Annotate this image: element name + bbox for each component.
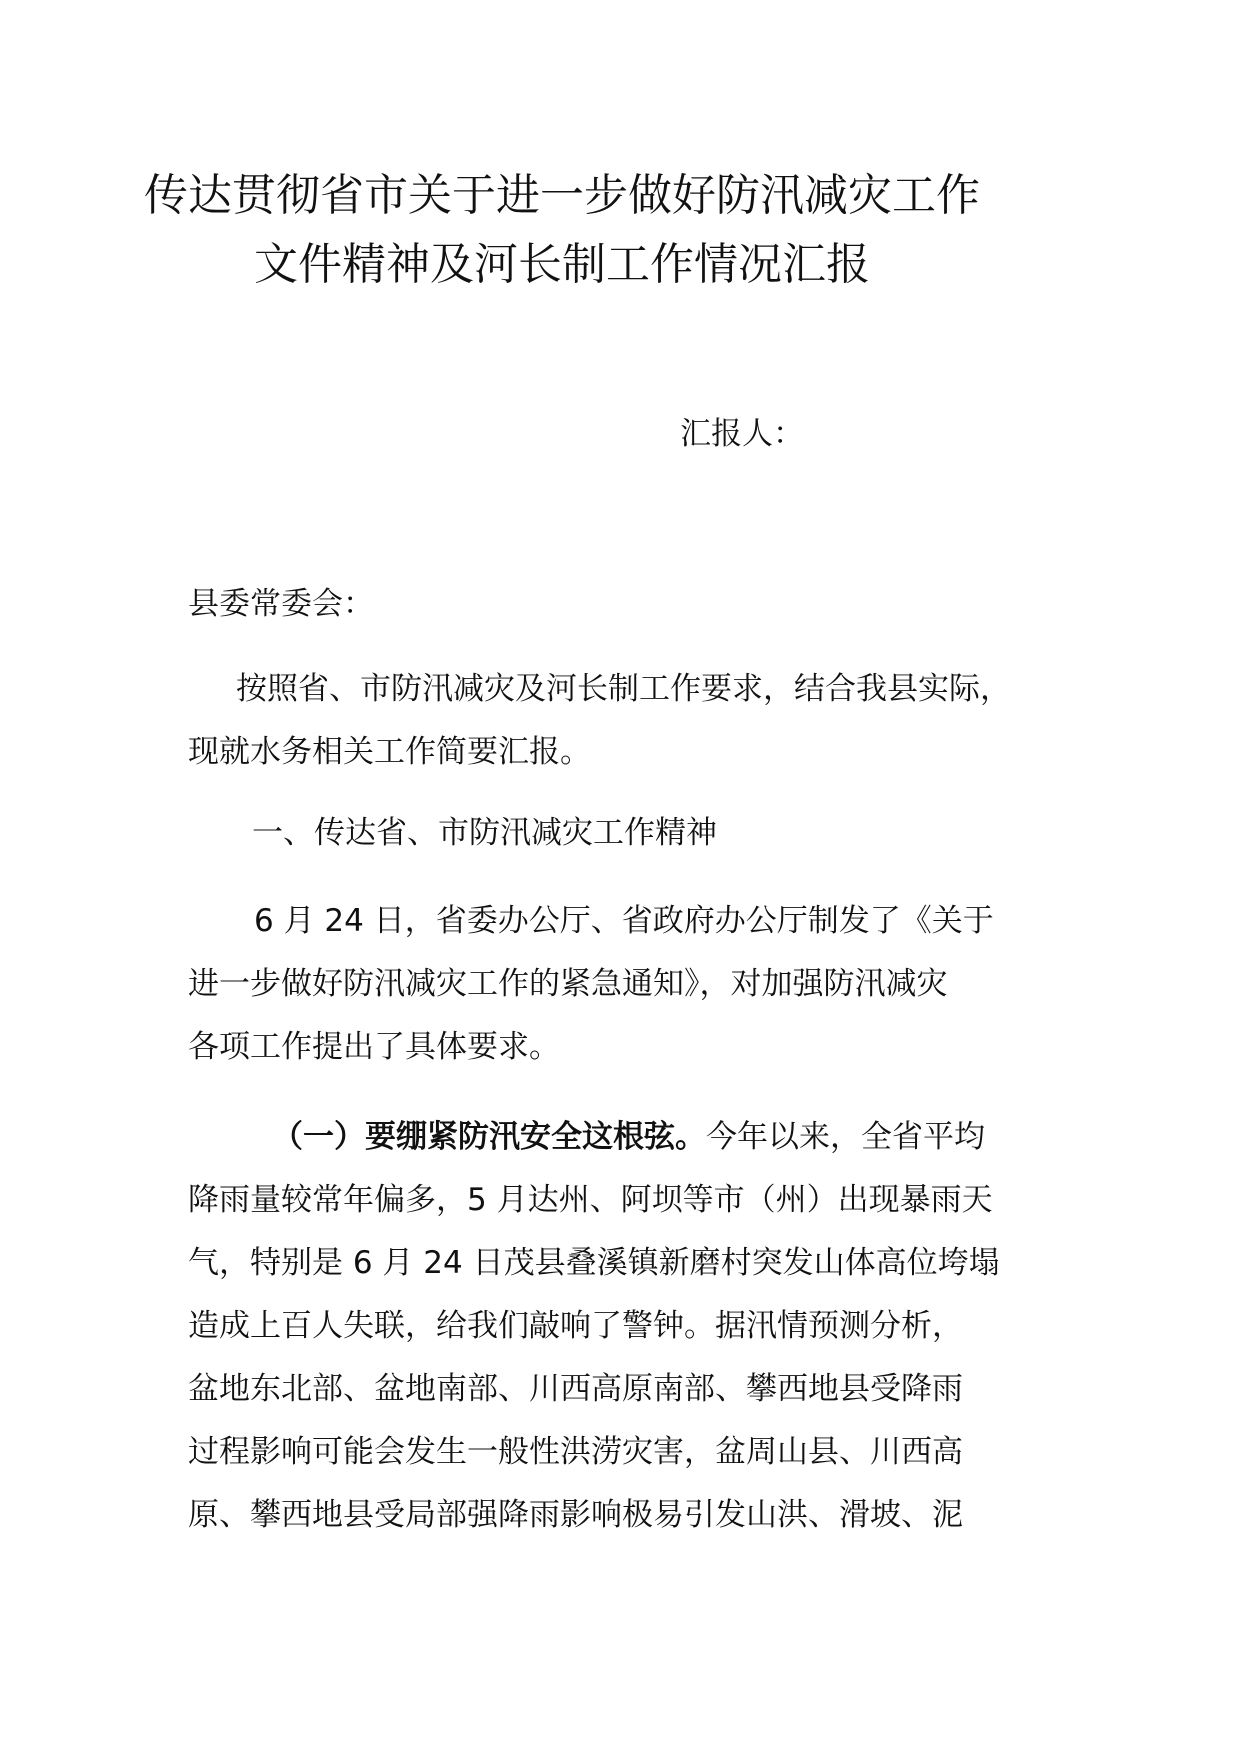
intro-line-1: 按照省、市防汛减灾及河长制工作要求，结合我县实际， (236, 671, 1011, 707)
item-1-line-3: 气，特别是 6 月 24 日茂县叠溪镇新磨村突发山体高位垮塌 (188, 1245, 1000, 1281)
section-1-heading: 一、传达省、市防汛减灾工作精神 (252, 815, 717, 851)
item-1-line-2: 降雨量较常年偏多，5 月达州、阿坝等市（州）出现暴雨天 (188, 1182, 993, 1218)
salutation: 县委常委会： (188, 586, 374, 622)
section-1-paragraph (188, 890, 1088, 1079)
section-1-line-2: 进一步做好防汛减灾工作的紧急通知》，对加强防汛减灾 (188, 966, 948, 1002)
intro-line-2: 现就水务相关工作简要汇报。 (188, 734, 591, 770)
item-1-line-6: 过程影响可能会发生一般性洪涝灾害，盆周山县、川西高 (188, 1434, 963, 1470)
section-1-line-1: 6 月 24 日，省委办公厅、省政府办公厅制发了《关于 (254, 903, 994, 939)
item-1-line-7: 原、攀西地县受局部强降雨影响极易引发山洪、滑坡、泥 (188, 1497, 963, 1533)
item-1-line-4: 造成上百人失联，给我们敲响了警钟。据汛情预测分析， (188, 1308, 963, 1344)
document-title-line-1: 传达贯彻省市关于进一步做好防汛减灾工作 (144, 170, 980, 221)
item-1-paragraph (188, 1106, 1088, 1547)
section-1-line-3: 各项工作提出了具体要求。 (188, 1029, 560, 1065)
item-1-line-1 (188, 1106, 1088, 1169)
document-title-line-2: 文件精神及河长制工作情况汇报 (254, 239, 870, 290)
intro-paragraph (188, 658, 1088, 784)
item-1-line-5: 盆地东北部、盆地南部、川西高原南部、攀西地县受降雨 (188, 1371, 963, 1407)
reporter-label: 汇报人： (680, 416, 804, 452)
item-1-line-1-text: 今年以来，全省平均 (706, 1119, 985, 1155)
item-1-heading: （一）要绷紧防汛安全这根弦。 (272, 1119, 706, 1155)
